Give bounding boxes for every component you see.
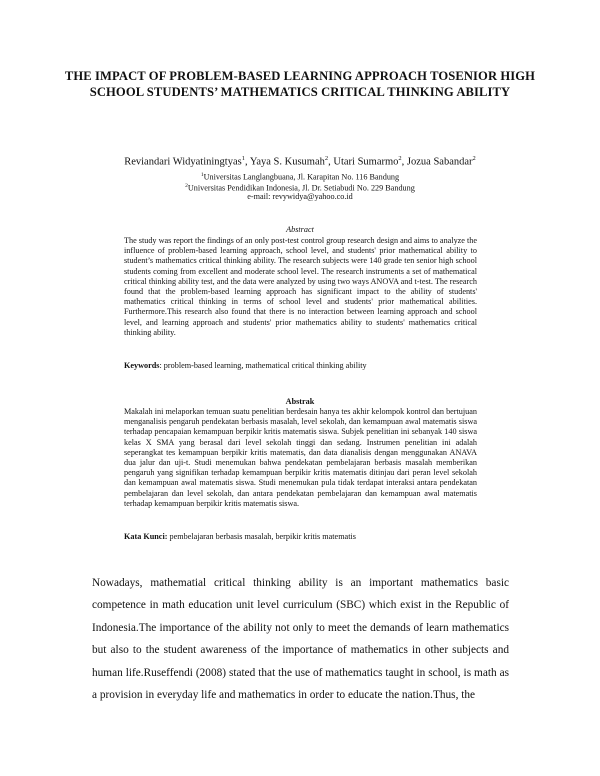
author-list: Reviandari Widyatiningtyas$^1$, Yaya S. Kusumah$^2$, Utari Sumarmo$^2$, Jozua Sabandar$^2$ xyxy=(124,155,476,168)
affiliation-text: Universitas Pendidikan Indonesia, Jl. Dr. Setiabudi No. 229 Bandung xyxy=(187,183,415,193)
body-paragraph: Nowadays, mathematial critical thinking ability is an important mathematics basic competence in math education unit level curriculum (SBC) which exist in the Republic of Indonesia.The importance of the ability not only to meet the demands of learn mathematics but also to the student awareness of the importance of mathematics in other subjects and human life.Ruseffendi (2008) stated that the use of mathematics taught in school, is math as a provision in everyday life and mathematics in order to educate the nation.Thus, the xyxy=(92,577,509,702)
keywords-text: : problem-based learning, mathematical critical thinking ability xyxy=(159,361,367,370)
affiliation-text: Universitas Langlangbuana, Jl. Karapitan No. 116 Bandung xyxy=(203,172,400,182)
author-name: Yaya S. Kusumah xyxy=(249,156,325,168)
kata-kunci-label: Kata Kunci: xyxy=(124,532,168,541)
kata-kunci xyxy=(124,532,477,542)
author-name: Utari Sumarmo xyxy=(333,156,399,168)
abstrak-heading: Abstrak xyxy=(285,397,315,406)
email: e-mail: revywidya@yahoo.co.id xyxy=(247,192,353,201)
author-name: Jozua Sabandar xyxy=(406,156,473,168)
author-name: Reviandari Widyatiningtyas xyxy=(124,156,242,168)
abstrak-body: Makalah ini melaporkan temuan suatu penelitian berdesain hanya tes akhir kelompok kontrol dan bertujuan menganalisis pengaruh pendekatan berbasis masalah, level sekolah, dan kemampuan awal matematis siswa terhadap pencapaian kemampuan berpikir kritis matematis siswa. Subjek penelitian ini sebanyak 140 siswa kelas X SMA yang berasal dari level sekolah tinggi dan sedang. Instrumen penelitian ini adalah seperangkat tes kemampuan berpikir kritis matematis, dan data dianalisis dengan menggunakan ANAVA dua jalur dan uji-t. Studi menemukan bahwa pendekatan pembelajaran berbasis masalah memberikan pengaruh yang signifikan terhadap kemampuan berpikir kritis matematis ditinjau dari peran level sekolah dan kemampuan awal matematis siswa. Studi menemukan pula tidak terdapat interaksi antara pendekatan pembelajaran dan level sekolah, dan antara pendekatan pembelajaran dan kemampuan awal matematis terhadap kemampuan berpikir kritis matematis siswa. xyxy=(124,407,477,508)
affiliation-mark: 2 xyxy=(185,183,188,189)
paper-title: THE IMPACT OF PROBLEM-BASED LEARNING APPROACH TOSENIOR HIGH SCHOOL STUDENTS’ MATHEMATICS CRITICAL THINKING ABILITY xyxy=(64,69,536,99)
abstract-body: The study was report the findings of an only post-test control group research design and aims to analyze the influence of problem-based learning approach, school level, and students' prior mathematical ability to student’s mathematics critical thinking ability. The research subjects were 140 grade ten senior high school students coming from excellent and moderate school level. The research instruments a set of mathematical critical thinking ability test, and the data were analyzed by using two ways ANOVA and t-test. The research found that the problem-based learning approach has significant impact to the ability of students' mathematics critical thinking in terms of school level and students' prior mathematical abilities. Furthermore.This research also found that there is no interaction between learning approach and school level, and learning approach and students' prior mathematics ability to students' mathematics critical thinking ability. xyxy=(124,236,477,337)
keywords-label: Keywords xyxy=(124,361,160,370)
author-affiliation-mark: 2 xyxy=(472,155,476,162)
affiliation-mark: 1 xyxy=(200,172,204,178)
author-affiliation-mark: 1 xyxy=(241,155,245,162)
abstract-heading: Abstract xyxy=(286,225,314,234)
author-affiliation-mark: 2 xyxy=(398,155,402,162)
kata-kunci-text: pembelajaran berbasis masalah, berpikir kritis matematis xyxy=(167,532,356,541)
keywords xyxy=(124,361,477,371)
author-affiliation-mark: 2 xyxy=(324,155,329,162)
